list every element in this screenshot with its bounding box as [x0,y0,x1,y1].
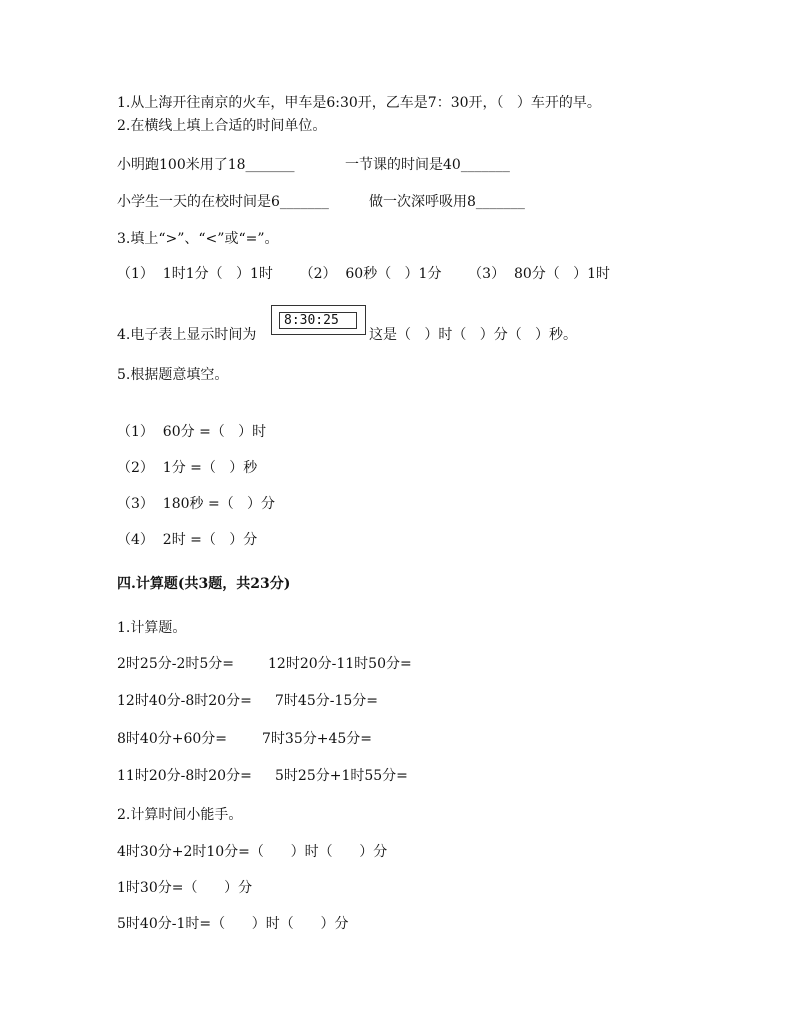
question-4-suffix: 这是（ ）时（ ）分（ ）秒。 [369,327,578,343]
calc-question-1: 1.计算题。 [117,620,187,636]
question-2-item-d: 做一次深呼吸用8_______ [369,194,525,210]
calc-question-2: 2.计算时间小能手。 [117,807,243,823]
calc-row-1-right: 12时20分-11时50分= [268,656,412,672]
calc-question-2-item-2: 1时30分=（ ）分 [117,880,253,896]
digital-clock-time: 8:30:25 [279,312,357,329]
question-4-prefix: 4.电子表上显示时间为 [117,327,257,343]
calc-row-2-left: 12时40分-8时20分= [117,693,252,709]
question-2-item-c: 小学生一天的在校时间是6_______ [117,194,329,210]
question-2: 2.在横线上填上合适的时间单位。 [117,118,327,134]
question-5-item-2: （2） 1分 =（ ）秒 [117,460,258,476]
question-1: 1.从上海开往南京的火车，甲车是6:30开，乙车是7：30开，（ ）车开的早。 [117,95,601,111]
calc-row-1-left: 2时25分-2时5分= [117,656,234,672]
calc-question-2-item-3: 5时40分-1时=（ ）时（ ）分 [117,916,349,932]
calc-row-4-left: 11时20分-8时20分= [117,768,252,784]
calc-question-2-item-1: 4时30分+2时10分=（ ）时（ ）分 [117,844,388,860]
digital-clock-display [271,305,366,335]
question-5-item-3: （3） 180秒 =（ ）分 [117,496,276,512]
calc-row-3-right: 7时35分+45分= [262,731,372,747]
question-2-item-b: 一节课的时间是40_______ [345,157,510,173]
calc-row-2-right: 7时45分-15分= [275,693,378,709]
question-5: 5.根据题意填空。 [117,367,229,383]
calc-row-3-left: 8时40分+60分= [117,731,227,747]
calc-row-4-right: 5时25分+1时55分= [275,768,408,784]
question-3: 3.填上“>”、“<”或“=”。 [117,231,279,247]
section-4-heading: 四.计算题(共3题，共23分) [117,576,291,592]
question-3-items: （1） 1时1分（ ）1时 （2） 60秒（ ）1分 （3） 80分（ ）1时 [117,266,611,282]
question-5-item-4: （4） 2时 =（ ）分 [117,532,258,548]
question-5-item-1: （1） 60分 =（ ）时 [117,424,267,440]
question-2-item-a: 小明跑100米用了18_______ [117,157,295,173]
